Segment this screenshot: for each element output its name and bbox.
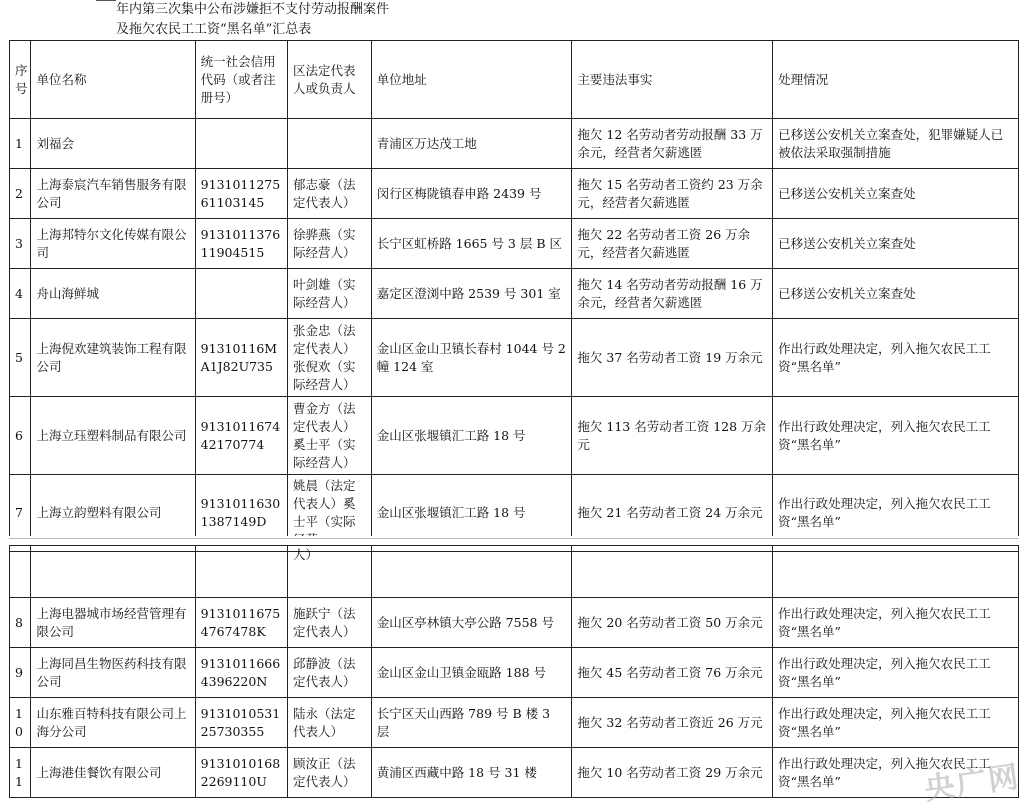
cell-fact: 拖欠 15 名劳动者工资约 23 万余元，经营者欠薪逃匿 [572, 169, 773, 219]
cell-name: 上海港佳餐饮有限公司 [31, 748, 195, 798]
table-row [10, 648, 1019, 698]
cell-no: 2 [10, 169, 31, 219]
watermark-logo: 央广网 [922, 759, 1023, 808]
rep-continuation: 人） [287, 546, 371, 598]
cell-addr: 金山区张堰镇汇工路 18 号 [371, 397, 572, 475]
cell-name: 舟山海鲜城 [31, 269, 195, 319]
cell-code [195, 119, 287, 169]
blacklist-table-page-1 [9, 40, 1019, 552]
cell-name: 上海立韵塑料有限公司 [31, 475, 195, 552]
cell-deal: 作出行政处理决定，列入拖欠农民工工资“黑名单” [773, 397, 1019, 475]
cell-addr: 金山区金山卫镇金瓯路 188 号 [371, 648, 572, 698]
cell-code: 913101167442170774 [195, 397, 287, 475]
cell-code: 91310116664396220N [195, 648, 287, 698]
cell-no: 1 [10, 119, 31, 169]
header-fact: 主要违法事实 [572, 41, 773, 119]
page-break-rule [9, 538, 1019, 539]
cell-no: 10 [10, 698, 31, 748]
cell-deal: 已移送公安机关立案查处，犯罪嫌疑人已被依法采取强制措施 [773, 119, 1019, 169]
header-addr: 单位地址 [371, 41, 572, 119]
cell-addr: 嘉定区澄浏中路 2539 号 301 室 [371, 269, 572, 319]
cell-rep: 施跃宁（法定代表人） [287, 598, 371, 648]
cell-deal: 作出行政处理决定，列入拖欠农民工工资“黑名单” [773, 319, 1019, 397]
cell-rep: 邱静波（法定代表人） [287, 648, 371, 698]
table-row [10, 219, 1019, 269]
table-row [10, 169, 1019, 219]
title-line-1: 年内第三次集中公布涉嫌拒不支付劳动报酬案件 [116, 2, 390, 17]
cell-deal: 已移送公安机关立案查处 [773, 219, 1019, 269]
cell-deal: 作出行政处理决定，列入拖欠农民工工资“黑名单” [773, 648, 1019, 698]
blacklist-table-page-2 [9, 545, 1019, 798]
table-row [10, 397, 1019, 475]
table-row [10, 598, 1019, 648]
cell-fact: 拖欠 21 名劳动者工资 24 万余元 [572, 475, 773, 552]
cell-rep: 徐骅燕（实际经营人） [287, 219, 371, 269]
cell-no: 11 [10, 748, 31, 798]
cell-fact: 拖欠 45 名劳动者工资 76 万余元 [572, 648, 773, 698]
cell-fact: 拖欠 32 名劳动者工资近 26 万元 [572, 698, 773, 748]
cell-no: 4 [10, 269, 31, 319]
cell-code: 91310116301387149D [195, 475, 287, 552]
cell-addr: 闵行区梅陇镇春申路 2439 号 [371, 169, 572, 219]
cell-deal: 作出行政处理决定，列入拖欠农民工工资“黑名单” [773, 698, 1019, 748]
cell-deal: 作出行政处理决定，列入拖欠农民工工资“黑名单” [773, 598, 1019, 648]
cell-addr: 黄浦区西藏中路 18 号 31 楼 [371, 748, 572, 798]
cell-code: 91310116754767478K [195, 598, 287, 648]
cell-rep: 顾汝正（法定代表人） [287, 748, 371, 798]
cell-code: 913101127561103145 [195, 169, 287, 219]
cell-fact: 拖欠 10 名劳动者工资 29 万余元 [572, 748, 773, 798]
cell-name: 刘福会 [31, 119, 195, 169]
table-row [10, 119, 1019, 169]
header-name: 单位名称 [31, 41, 195, 119]
table-row [10, 698, 1019, 748]
cell-rep: 张金忠（法定代表人）张倪欢（实际经营人） [287, 319, 371, 397]
cell-fact: 拖欠 37 名劳动者工资 19 万余元 [572, 319, 773, 397]
cell-no: 6 [10, 397, 31, 475]
cell-code: 913101053125730355 [195, 698, 287, 748]
cell-no: 5 [10, 319, 31, 397]
cell-deal: 已移送公安机关立案查处 [773, 169, 1019, 219]
cell-name: 上海邦特尔文化传媒有限公司 [31, 219, 195, 269]
cell-rep [287, 119, 371, 169]
cell-rep: 姚晨（法定代表人）奚士平（实际 [287, 475, 371, 552]
title-line-2: 及拖欠农民工工资“黑名单”汇总表 [116, 22, 312, 37]
cell-rep: 叶剑雄（实际经营人） [287, 269, 371, 319]
cell-deal: 已移送公安机关立案查处 [773, 269, 1019, 319]
cell-deal: 作出行政处理决定，列入拖欠农民工工资“黑名单” [773, 748, 1019, 798]
cell-fact: 拖欠 20 名劳动者工资 50 万余元 [572, 598, 773, 648]
cell-addr: 长宁区虹桥路 1665 号 3 层 B 区 [371, 219, 572, 269]
cell-addr: 金山区张堰镇汇工路 18 号 [371, 475, 572, 552]
cell-code: 913101137611904515 [195, 219, 287, 269]
header-rep: 区法定代表人或负责人 [287, 41, 371, 119]
cell-no: 8 [10, 598, 31, 648]
table-header-row [10, 41, 1019, 119]
cell-code: 91310116MA1J82U735 [195, 319, 287, 397]
cell-name: 上海立珏塑料制品有限公司 [31, 397, 195, 475]
header-code: 统一社会信用代码（或者注册号） [195, 41, 287, 119]
cell-name: 上海同昌生物医药科技有限公司 [31, 648, 195, 698]
document-title [116, 0, 389, 40]
cell-addr: 金山区亭林镇大亭公路 7558 号 [371, 598, 572, 648]
cell-fact: 拖欠 22 名劳动者工资 26 万余元，经营者欠薪逃匿 [572, 219, 773, 269]
cell-rep: 陆永（法定代表人） [287, 698, 371, 748]
cell-no: 3 [10, 219, 31, 269]
cell-addr: 金山区金山卫镇长春村 1044 号 2 幢 124 室 [371, 319, 572, 397]
cell-fact: 拖欠 14 名劳动者劳动报酬 16 万余元，经营者欠薪逃匿 [572, 269, 773, 319]
table-row [10, 269, 1019, 319]
header-deal: 处理情况 [773, 41, 1019, 119]
cell-addr: 青浦区万达茂工地 [371, 119, 572, 169]
cell-code: 91310101682269110U [195, 748, 287, 798]
cell-addr: 长宁区天山西路 789 号 B 楼 3 层 [371, 698, 572, 748]
title-rule [96, 0, 116, 1]
cell-no: 7 [10, 475, 31, 552]
table-row [10, 748, 1019, 798]
cell-name: 山东雅百特科技有限公司上海分公司 [31, 698, 195, 748]
cell-deal: 作出行政处理决定，列入拖欠农民工工资“黑名单” [773, 475, 1019, 552]
cell-fact: 拖欠 113 名劳动者工资 128 万余元 [572, 397, 773, 475]
cell-name: 上海电器城市场经营管理有限公司 [31, 598, 195, 648]
header-no: 序号 [10, 41, 31, 119]
cell-name: 上海倪欢建筑装饰工程有限公司 [31, 319, 195, 397]
cell-code [195, 269, 287, 319]
continuation-row [10, 546, 1019, 598]
cell-rep: 郁志豪（法定代表人） [287, 169, 371, 219]
cell-no: 9 [10, 648, 31, 698]
cell-rep: 曹金方（法定代表人）奚士平（实际经营人） [287, 397, 371, 475]
cell-fact: 拖欠 12 名劳动者劳动报酬 33 万余元，经营者欠薪逃匿 [572, 119, 773, 169]
table-row [10, 319, 1019, 397]
cell-name: 上海泰宸汽车销售服务有限公司 [31, 169, 195, 219]
